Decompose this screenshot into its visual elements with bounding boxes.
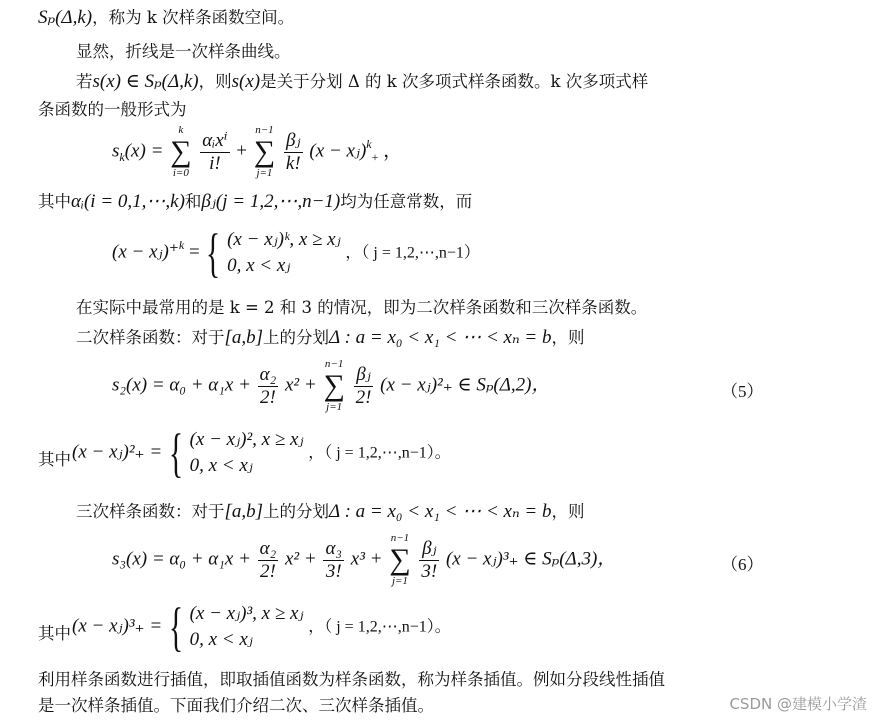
left-brace: {: [168, 423, 184, 483]
case-1: (x − xⱼ)ᵏ, x ≥ xⱼ: [227, 229, 341, 250]
fraction-beta: [354, 364, 374, 409]
equation-truncated-power-2: [72, 423, 451, 483]
text-line-coefficients: [38, 192, 472, 212]
frac-num: βⱼ: [354, 364, 374, 387]
eq-var: (x) =: [124, 140, 164, 162]
summation-j: n−1 ∑ j=1: [323, 358, 345, 413]
equation-cubic-spline: [112, 532, 616, 588]
frac-den: 2!: [355, 386, 372, 408]
sum-bottom: j=1: [391, 575, 408, 587]
fraction-alpha2: [258, 538, 279, 583]
line3-math2: s(x): [231, 71, 261, 92]
case-2: 0, x < xⱼ: [189, 629, 253, 650]
summation-j: n−1 ∑ j=1: [253, 124, 276, 179]
cases-block: [227, 227, 341, 279]
quad-pre: 二次样条函数：对于: [76, 328, 225, 347]
quad-tail: (x − xⱼ)²₊ ∈ Sₚ(Δ,2)，: [380, 374, 551, 396]
eq-tail-sup: k: [366, 137, 372, 152]
cubic-post: ，则: [551, 502, 585, 521]
text-line-quadratic: [76, 328, 585, 348]
sum-bottom: j=1: [256, 167, 273, 179]
case-2: 0, x < xⱼ: [227, 255, 291, 276]
text-where-2: 其中: [38, 450, 71, 469]
equation-quadratic-spline: [112, 358, 550, 414]
fraction-alpha: [200, 130, 229, 175]
case-1: (x − xⱼ)², x ≥ xⱼ: [189, 429, 304, 450]
case-2: 0, x < xⱼ: [189, 455, 253, 476]
frac-num: βⱼ: [284, 130, 303, 153]
text-line-4: 条函数的一般形式为: [38, 100, 187, 119]
equation-number-5: （5）: [721, 382, 764, 401]
text-line-2: 显然，折线是一次样条曲线。: [76, 42, 291, 61]
trunc2-lhs: (x − xⱼ)²₊ =: [72, 441, 163, 463]
frac-den: 2!: [260, 560, 276, 582]
fraction-alpha3: [323, 538, 344, 583]
text-line-cubic: [76, 502, 585, 522]
frac-den: 3!: [325, 560, 342, 582]
cubic-x3: x³ +: [350, 548, 383, 570]
equation-number-6: （6）: [721, 555, 764, 574]
cubic-tail: (x − xⱼ)³₊ ∈ Sₚ(Δ,3)，: [445, 548, 617, 570]
frac-den: i!: [209, 152, 221, 174]
trunc3-condition: ，（ j = 1,2,⋯,n−1）。: [308, 618, 451, 636]
fraction-alpha2: [258, 364, 279, 409]
frac-den: k!: [285, 152, 301, 174]
text-line-last-2: 是一次样条插值。下面我们介绍二次、三次样条插值。: [38, 696, 434, 715]
text-line-3: [76, 72, 648, 92]
coef-beta: βⱼ(j = 1,2,⋯,n−1): [201, 191, 341, 212]
text-where-3: 其中: [38, 624, 71, 643]
summation-i: k ∑ i=0: [170, 124, 192, 179]
sum-top: n−1: [390, 532, 410, 544]
quad-partition: Δ : a = x₀ < x₁ < ⋯ < xₙ = b: [329, 327, 552, 348]
equation-truncated-power-k: (x − xⱼ)⁺$^k$ = { (x − xⱼ)ᵏ, x ≥ xⱼ 0, x < xⱼ ，（ j = 1,2,⋯,n−1）: [112, 223, 480, 283]
coef-post: 均为任意常数，而: [340, 192, 473, 211]
coef-pre: 其中: [38, 192, 71, 211]
line1-text: ，称为 k 次样条函数空间。: [92, 8, 295, 27]
cubic-pre: 三次样条函数：对于: [76, 502, 225, 521]
case-1: (x − xⱼ)³, x ≥ xⱼ: [189, 603, 304, 624]
sum-top: n−1: [324, 358, 344, 370]
cubic-partition: Δ : a = x₀ < x₁ < ⋯ < xₙ = b: [329, 501, 552, 522]
watermark: CSDN @建模小学渣: [729, 695, 867, 713]
cubic-mid: 上的分划: [263, 502, 330, 521]
frac-num: α₃: [325, 537, 343, 559]
math-spline-space: Sₚ(Δ,k): [38, 7, 93, 28]
sum-top: n−1: [255, 124, 274, 136]
line3-math1: s(x) ∈ Sₚ(Δ,k): [92, 71, 199, 92]
left-brace: {: [206, 223, 221, 283]
line3-pre: 若: [76, 72, 93, 91]
eq-tail: (x − xⱼ): [309, 140, 367, 162]
quad-post: ，则: [551, 328, 585, 347]
trunc-lhs-sup: k: [178, 238, 185, 253]
equation-general-spline: [112, 124, 402, 180]
plus-sign: +: [236, 140, 247, 162]
eq-lhs: s: [112, 140, 120, 162]
cubic-body: s₃(x) = α₀ + α₁x +: [112, 548, 251, 570]
frac-den: 3!: [421, 560, 438, 582]
sum-top: k: [178, 124, 184, 136]
left-brace: {: [168, 597, 184, 657]
line3-post: 是关于分划 Δ 的 k 次多项式样条函数。k 次多项式样: [260, 72, 649, 91]
quad-mid: 上的分划: [263, 328, 330, 347]
cases-block: [190, 427, 304, 479]
cases-block: [190, 601, 304, 653]
eq-end: ，: [383, 140, 403, 162]
coef-and: 和: [184, 192, 202, 211]
trunc3-lhs: (x − xⱼ)³₊ =: [72, 615, 163, 637]
frac-num: α₂: [259, 537, 277, 559]
frac-den: 2!: [260, 386, 276, 408]
fraction-beta: [284, 130, 303, 175]
sum-bottom: i=0: [172, 167, 189, 179]
sum-bottom: j=1: [326, 401, 343, 413]
summation-j: n−1 ∑ j=1: [389, 532, 411, 587]
quad-interval: [a,b]: [224, 327, 264, 348]
frac-num: αᵢxⁱ: [202, 129, 228, 151]
coef-alpha: αᵢ(i = 0,1,⋯,k): [71, 191, 185, 212]
frac-num: α₂: [259, 363, 277, 385]
equation-truncated-power-3: [72, 597, 451, 657]
quad-body: s₂(x) = α₀ + α₁x +: [112, 374, 251, 396]
eq-tail-sub: +: [371, 150, 379, 165]
quad-x2: x² +: [285, 374, 317, 396]
trunc-condition: ，（ j = 1,2,⋯,n−1）: [345, 244, 480, 262]
text-line-last-1: 利用样条函数进行插值，即取插值函数为样条函数，称为样条插值。例如分段线性插值: [38, 670, 665, 689]
cubic-x2: x² +: [285, 548, 317, 570]
line3-mid: ，则: [198, 72, 232, 91]
trunc2-condition: ，（ j = 1,2,⋯,n−1）。: [308, 444, 451, 462]
eq-lhs-sub: k: [119, 150, 125, 165]
fraction-beta: [419, 538, 439, 583]
cubic-interval: [a,b]: [224, 501, 264, 522]
frac-num: βⱼ: [419, 538, 439, 561]
trunc-lhs: (x − xⱼ)⁺: [112, 241, 179, 263]
text-line-1: [38, 8, 294, 28]
text-line-common: 在实际中最常用的是 k = 2 和 3 的情况，即为二次样条函数和三次样条函数。: [76, 298, 648, 317]
